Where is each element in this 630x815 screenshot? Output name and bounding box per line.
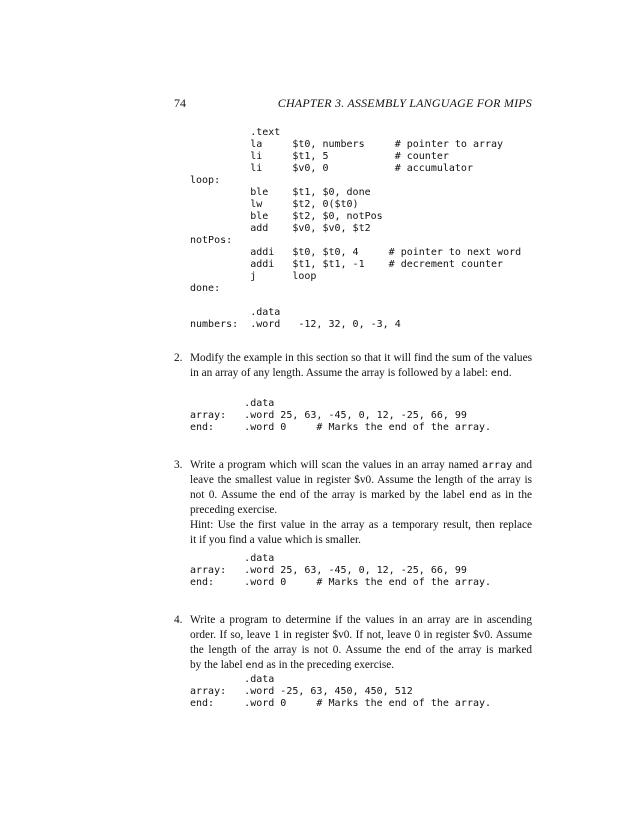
code-block-sum-positive: .text la $t0, numbers # pointer to array li $t1, 5 # counter li $v0, 0 # accumulator loop: ble $t1, $0, done lw $t2, 0($t0) ble $t2, $0, notPos add $v0, $v0, $t2 notPos: addi $t0, $t0, 4 # pointer to next word addi $t1, $t1, -1 # decrement counter j loop done: .data numbers: .word -12, 32, 0, -3, 4 xyxy=(190,127,522,330)
exercise-2-period: . xyxy=(508,367,512,379)
exercise-4-line xyxy=(190,658,532,673)
exercise-3-text: not 0. Assume the end of the array is marked by the label xyxy=(190,489,470,501)
exercise-3-line xyxy=(190,488,532,503)
exercise-2-line xyxy=(190,366,532,381)
exercise-4-text: as in the preceding exercise. xyxy=(263,659,395,671)
page-header xyxy=(174,96,532,112)
exercise-4-line: order. If so, leave 1 in register $v0. If not, leave 0 in register $v0. Assume xyxy=(190,629,532,641)
page-number: 74 xyxy=(174,96,186,110)
chapter-title: CHAPTER 3. ASSEMBLY LANGUAGE FOR MIPS xyxy=(277,96,532,110)
exercise-3-line: leave the smallest value in register $v0. Assume the length of the array is xyxy=(190,474,532,486)
exercise-2-line: Modify the example in this section so that it will find the sum of the values xyxy=(190,352,532,364)
inline-code-array: array xyxy=(482,460,513,471)
exercise-3-line: preceding exercise. xyxy=(190,504,278,516)
exercise-4-line: the length of the array is not 0. Assume the end of the array is marked xyxy=(190,644,532,656)
code-block-exercise-4: .data array: .word -25, 63, 450, 450, 512 end: .word 0 # Marks the end of the array. xyxy=(190,674,492,709)
exercise-2 xyxy=(174,351,532,381)
exercise-3-text: Write a program which will scan the values in an array named xyxy=(190,459,483,471)
code-block-exercise-2: .data array: .word 25, 63, -45, 0, 12, -25, 66, 99 end: .word 0 # Marks the end of the array. xyxy=(190,398,492,433)
exercise-3-text: and xyxy=(512,459,533,471)
inline-code-end: end xyxy=(490,368,509,379)
exercise-3 xyxy=(174,458,533,548)
exercise-4 xyxy=(174,613,532,673)
code-block-exercise-3: .data array: .word 25, 63, -45, 0, 12, -25, 66, 99 end: .word 0 # Marks the end of the array. xyxy=(190,553,492,588)
exercise-number: 2. xyxy=(174,352,183,364)
exercise-4-text: by the label xyxy=(190,659,246,671)
exercise-number: 4. xyxy=(174,614,183,626)
exercise-number: 3. xyxy=(174,459,183,471)
inline-code-end: end xyxy=(469,490,488,501)
exercise-4-line: Write a program to determine if the values in an array are in ascending xyxy=(190,614,532,626)
inline-code-end: end xyxy=(245,660,264,671)
exercise-3-line: it if you find a value which is smaller. xyxy=(190,534,361,546)
exercise-3-line xyxy=(190,458,532,473)
exercise-3-line: Hint: Use the first value in the array as a temporary result, then replace xyxy=(190,519,532,531)
exercise-3-text: as in the xyxy=(487,489,532,501)
exercise-2-text: in an array of any length. Assume the array is followed by a label: xyxy=(190,367,491,379)
